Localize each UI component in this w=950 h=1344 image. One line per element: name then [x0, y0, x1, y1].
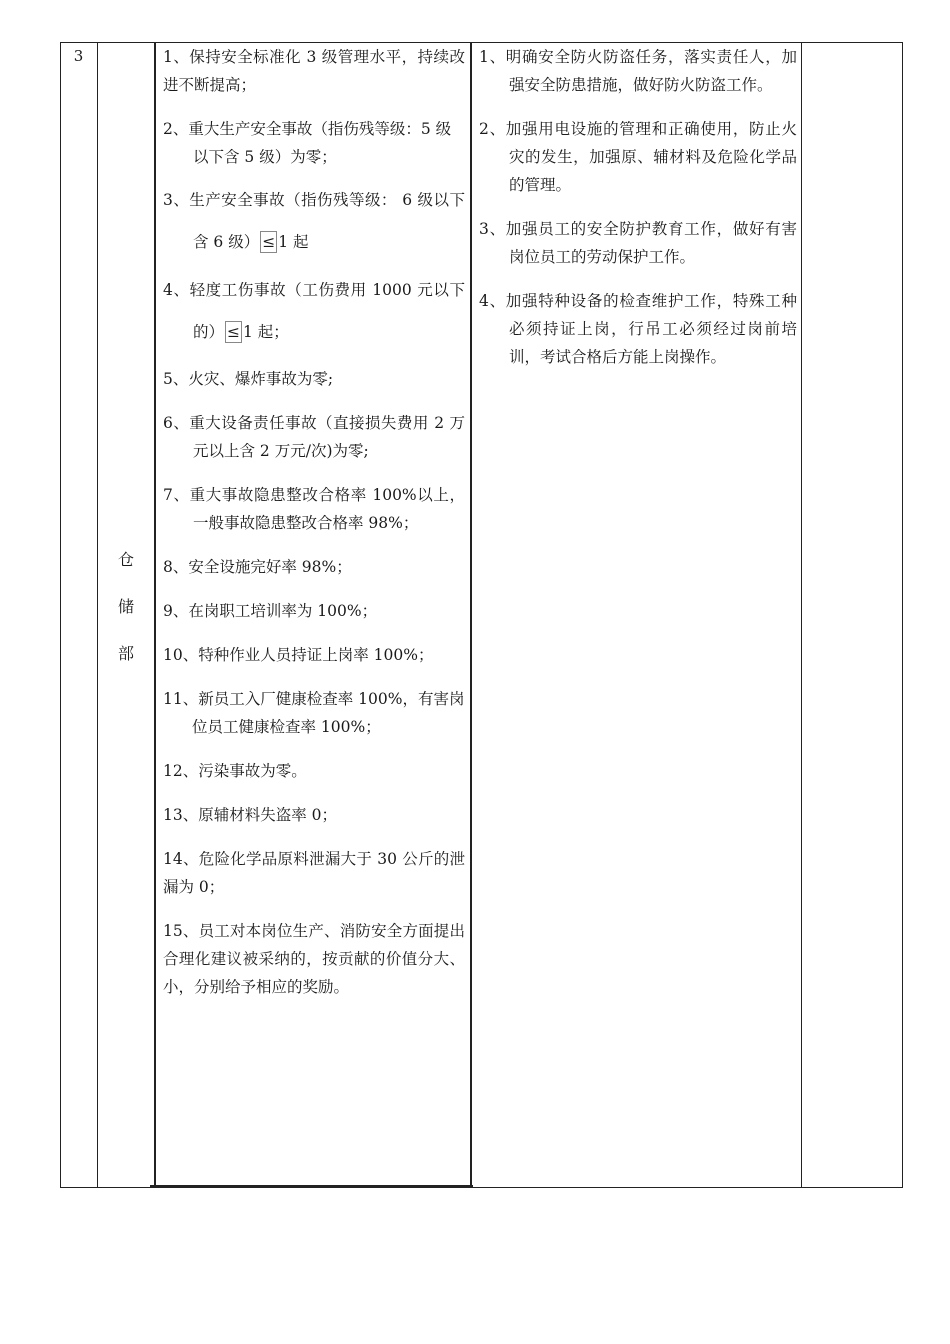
measure-item-3: 3、加强员工的安全防护教育工作，做好有害岗位员工的劳动保护工作。 — [479, 220, 797, 266]
row-number: 3 — [73, 47, 84, 65]
target-item-11: 11、新员工入厂健康检查率 100%，有害岗位员工健康检查率 100%； — [163, 690, 465, 736]
target-item-6: 6、重大设备责任事故（直接损失费用 2 万元以上含 2 万元/次)为零; — [163, 414, 465, 460]
target-item-4 — [163, 269, 465, 353]
table-left-border — [60, 42, 61, 1188]
less-equal-symbol: ≤ — [227, 323, 241, 341]
target-item-3 — [163, 179, 465, 263]
target-item-9: 9、在岗职工培训率为 100%； — [163, 602, 378, 620]
department-label — [98, 545, 154, 686]
col-divider-3 — [470, 42, 472, 1188]
target-item-14: 14、危险化学品原料泄漏大于 30 公斤的泄漏为 0； — [163, 850, 465, 896]
safety-targets-cell — [163, 43, 465, 1017]
target-item-12: 12、污染事故为零。 — [163, 762, 307, 780]
target-item-2: 2、重大生产安全事故（指伤残等级：5 级以下含 5 级）为零； — [163, 120, 452, 166]
target-item-13: 13、原辅材料失盗率 0； — [163, 806, 338, 824]
department-char: 仓 — [117, 550, 134, 569]
target-item-15: 15、员工对本岗位生产、消防安全方面提出合理化建议被采纳的，按贡献的价值分大、小，分别给予相应的奖励。 — [163, 922, 465, 996]
table-bottom-border — [60, 1187, 903, 1188]
less-equal-symbol: ≤ — [262, 233, 276, 251]
target-item-4-count: 1 起； — [243, 323, 289, 341]
target-item-7: 7、重大事故隐患整改合格率 100%以上，一般事故隐患整改合格率 98%； — [163, 486, 465, 532]
target-item-4-text: 4、轻度工伤事故（工伤费用 1000 元以下的） — [163, 281, 465, 341]
target-item-1: 1、保持安全标准化 3 级管理水平，持续改进不断提高； — [163, 48, 465, 94]
measure-item-1: 1、明确安全防火防盗任务，落实责任人，加强安全防患措施，做好防火防盗工作。 — [479, 48, 797, 94]
target-item-8: 8、安全设施完好率 98%； — [163, 558, 352, 576]
col-divider-2 — [154, 42, 156, 1188]
measure-item-4: 4、加强特种设备的检查维护工作，特殊工种必须持证上岗，行吊工必须经过岗前培训，考试合格后方能上岗操作。 — [479, 292, 797, 366]
table-right-border — [902, 42, 903, 1188]
department-char: 储 — [117, 597, 134, 616]
target-item-3-count: 1 起 — [278, 233, 309, 251]
measure-item-2: 2、加强用电设施的管理和正确使用，防止火灾的发生，加强原、辅材料及危险化学品的管理。 — [479, 120, 797, 194]
department-char: 部 — [117, 644, 134, 663]
safety-measures-cell — [479, 43, 797, 387]
target-item-5: 5、火灾、爆炸事故为零; — [163, 370, 334, 388]
target-item-3-text: 3、生产安全事故（指伤残等级： 6 级以下含 6 级） — [163, 191, 465, 251]
target-item-10: 10、特种作业人员持证上岗率 100%； — [163, 646, 434, 664]
targets-bottom-border-thick — [150, 1185, 473, 1187]
col-divider-4 — [801, 42, 802, 1188]
